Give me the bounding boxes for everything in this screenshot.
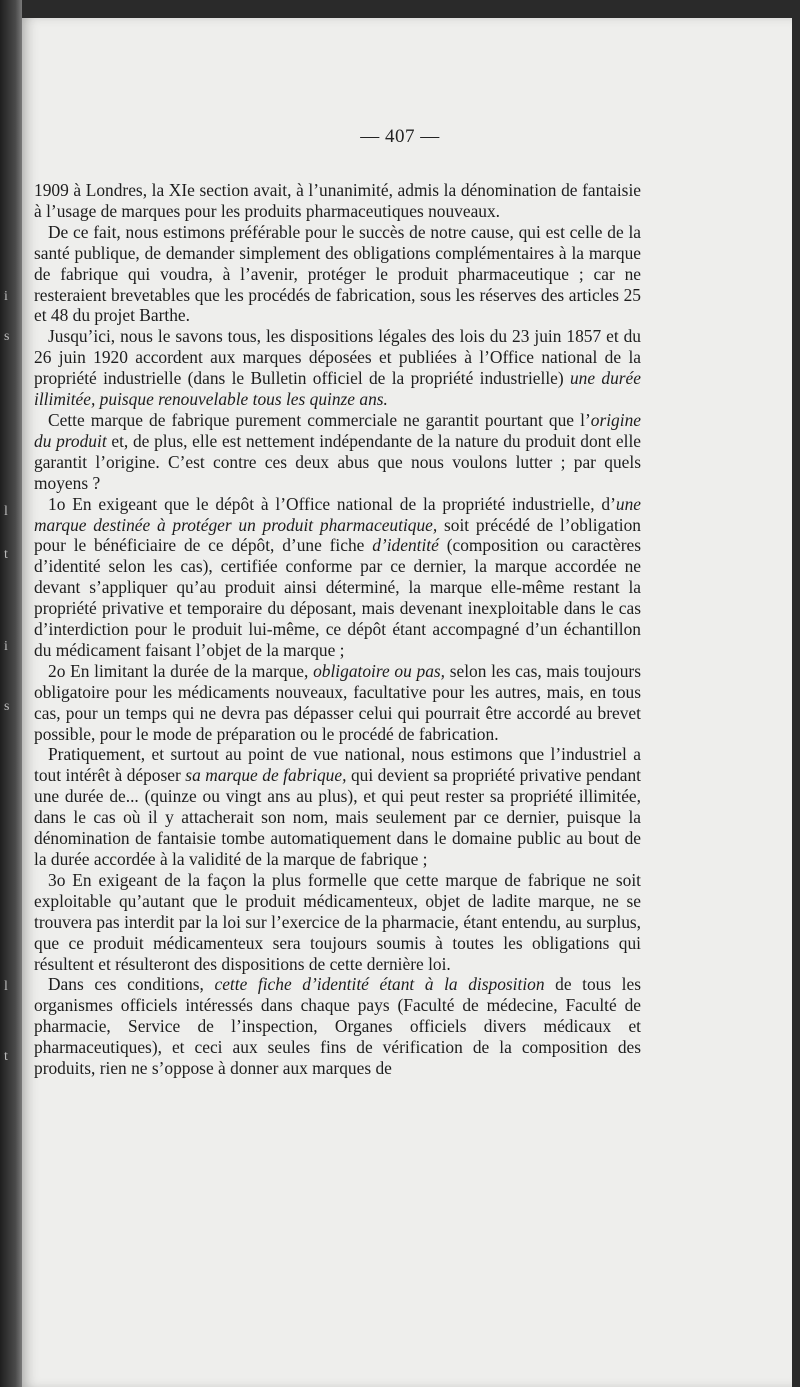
text-segment: 1o En exigeant que le dépôt à l’Office national de la propriété industrielle, d’ — [48, 493, 616, 514]
italic-text-segment: une marque destinée à protéger un produit pharmaceutique, — [34, 493, 641, 535]
text-segment: Jusqu’ici, nous le savons tous, les dispositions légales des lois du 23 juin 1857 et du 26 juin 1920 accordent aux marques déposées et publiées à l’Office national de la propriété industrielle (dans le Bulletin officiel de la propriété industrielle) — [34, 326, 641, 389]
page-number: — 407 — — [360, 126, 440, 147]
text-segment: de tous les organismes officiels intéressés dans chaque pays (Faculté de médecine, Faculté de pharmacie, Service de l’inspection, Organes officiels divers médicaux et pharmaceutiques), et ceci aux seules fins de vérification de la composition des produits, rien ne s’oppose à donner aux marques de — [34, 974, 641, 1079]
text-segment: 2o En limitant la durée de la marque, — [48, 660, 314, 681]
italic-text-segment: une durée illimitée, puisque renouvelable tous les quinze ans. — [34, 368, 641, 410]
text-segment: et, de plus, elle est nettement indépendante de la nature du produit dont elle garantit l’origine. C’est contre ces deux abus que nous voulons lutter ; par quels moyens ? — [34, 430, 641, 493]
paragraph — [34, 222, 641, 327]
italic-text-segment: obligatoire ou pas, — [313, 660, 446, 681]
italic-text-segment: origine du produit — [34, 409, 641, 451]
text-segment: Dans ces conditions, — [48, 974, 215, 995]
gutter-bleed-letter: s — [4, 329, 10, 344]
italic-text-segment: d’identité — [372, 535, 439, 556]
gutter-bleed-letter: t — [4, 547, 8, 562]
paragraph — [34, 870, 641, 975]
paragraph — [34, 744, 641, 869]
paragraph — [34, 494, 641, 661]
paragraph — [34, 180, 641, 222]
italic-text-segment: cette fiche d’identité étant à la disposition — [214, 974, 545, 995]
text-segment: (composition ou caractères d’identité selon les cas), certifiée conforme par ce dernier, la marque accordée ne devant s’appliquer qu’au produit ainsi déterminé, la marque elle-même restant la propriété privative et temporaire du déposant, mais devenant inexploitable dans le cas d’interdiction pour le produit lui-même, ce dépôt étant accompagné d’un échantillon du médicament faisant l’objet de la marque ; — [34, 535, 641, 660]
text-segment: selon les cas, mais toujours obligatoire pour les médicaments nouveaux, facultative pour les autres, mais, en tous cas, pour un temps qui ne devra pas dépasser celui qui pourrait être accordé au brevet possible, pour le mode de préparation ou le procédé de fabrication. — [34, 660, 641, 744]
gutter-bleed-letter: s — [4, 699, 10, 714]
gutter-bleed-letter: l — [4, 504, 8, 519]
book-gutter — [0, 0, 22, 1387]
text-segment: 1909 à Londres, la XIe section avait, à l’unanimité, admis la dénomination de fantaisie à l’usage de marques pour les produits pharmaceutiques nouveaux. — [34, 180, 641, 221]
text-segment: Pratiquement, et surtout au point de vue national, nous estimons que l’industriel a tout intérêt à déposer — [34, 744, 641, 786]
italic-text-segment: sa marque de fabrique, — [185, 765, 347, 786]
text-segment: De ce fait, nous estimons préférable pour le succès de notre cause, qui est celle de la santé publique, de demander simplement des obligations complémentaires à la marque de fabrique qui voudra, à l’avenir, protéger le produit pharmaceutique ; car ne resteraient brevetables que les procédés de fabrication, sous les réserves des articles 25 et 48 du projet Barthe. — [34, 221, 641, 326]
paragraph — [34, 410, 641, 494]
page-body-text — [34, 180, 641, 1079]
text-segment: 3o En exigeant de la façon la plus formelle que cette marque de fabrique ne soit exploitable qu’autant que le produit médicamenteux, objet de ladite marque, ne se trouvera pas interdit par la loi sur l’exercice de la pharmacie, étant entendu, au surplus, que ce produit médicamenteux sera toujours soumis à toutes les obligations qui résultent et résulteront des dispositions de cette dernière loi. — [34, 869, 641, 974]
paragraph — [34, 326, 641, 410]
gutter-bleed-letter: l — [4, 979, 8, 994]
text-segment: qui devient sa propriété privative pendant une durée de... (quinze ou vingt ans au plus), et qui peut rester sa propriété illimitée, dans le cas où il y attacherait son nom, mais seulement par ce dernier, puisque la dénomination de fantaisie tombe automatiquement dans le domaine public au bout de la durée accordée à la validité de la marque de fabrique ; — [34, 765, 641, 869]
gutter-bleed-letter: t — [4, 1049, 8, 1064]
text-segment: Cette marque de fabrique purement commerciale ne garantit pourtant que l’ — [48, 409, 591, 430]
gutter-bleed-letter: i — [4, 289, 8, 304]
paragraph — [34, 974, 641, 1079]
paragraph — [34, 661, 641, 745]
text-segment: soit précédé de l’obligation pour le bénéficiaire de ce dépôt, d’une fiche — [34, 514, 642, 556]
gutter-bleed-letter: i — [4, 639, 8, 654]
